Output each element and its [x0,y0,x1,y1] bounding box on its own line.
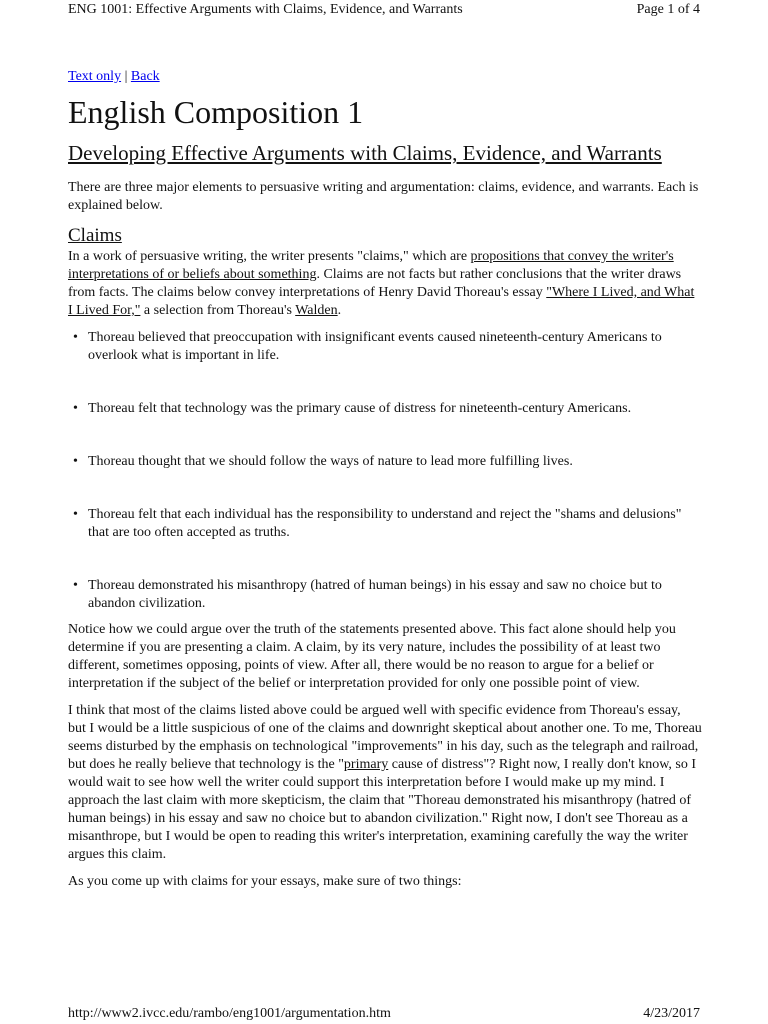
list-item: • Thoreau thought that we should follow the ways of nature to lead more fulfilling lives. [73,454,573,469]
bullet-icon: • [73,330,78,345]
list-item: • Thoreau felt that technology was the primary cause of distress for nineteenth-century Americans. [73,401,632,416]
bullet-icon: • [73,454,78,469]
print-header-title: ENG 1001: Effective Arguments with Claims, Evidence, and Warrants [68,2,463,17]
claims-heading: Claims [68,225,122,246]
print-footer-url: http://www2.ivcc.edu/rambo/eng1001/argumentation.htm [68,1006,391,1021]
list-item: • Thoreau felt that each individual has the responsibility to understand and reject the "shams and delusions" that are too often accepted as truths. [73,507,682,540]
print-header-page-number: Page 1 of 4 [636,2,700,17]
claims-paragraph-1: In a work of persuasive writing, the writer presents "claims," which are propositions that convey the writer's interpretations of or beliefs about something. Claims are not facts but rather conclusions that the writer draws from facts. The claims below convey interpretations of Henry David Thoreau's essay "Where I Lived, and What I Lived For," a selection from Thoreau's Walden. [68,249,695,318]
list-item: • Thoreau believed that preoccupation with insignificant events caused nineteenth-century Americans to overlook what is important in life. [73,330,662,363]
claims-list [68,329,702,613]
text-only-link[interactable]: Text only [68,69,122,84]
document-body [68,68,702,900]
intro-paragraph: There are three major elements to persuasive writing and argumentation: claims, evidence, and warrants. Each is explained below. [68,180,699,213]
back-link[interactable]: Back [130,69,160,84]
nav-links [68,68,702,86]
claims-paragraph-3: I think that most of the claims listed above could be argued well with specific evidence from Thoreau's essay, but I would be a little suspicious of one of the claims and downright skeptical about another one. To me, Thoreau seems disturbed by the emphasis on technological "improvements" in his day, such as the telegraph and railroad, but does he really believe that technology is the "primary cause of distress"? Right now, I really don't know, so I would wait to see how well the writer could support this interpretation before I would make up my mind. I approach the last claim with more skepticism, the claim that "Thoreau demonstrated his misanthropy (hatred of human beings) in his essay and saw no choice but to abandon civilization." Right now, I don't see Thoreau as a misanthrope, but I would be open to reading this writer's interpretation, examining carefully the way the writer argues this claim. [68,703,702,862]
primary-underlined: primary [343,757,389,772]
print-footer-date: 4/23/2017 [643,1006,700,1021]
bullet-icon: • [73,578,78,593]
site-title: English Composition 1 [68,94,364,130]
essay-title-underlined: "Where I Lived, and What I Lived For," [68,285,695,318]
walden-underlined: Walden [295,303,338,318]
claims-definition-underlined: propositions that convey the writer's interpretations of or beliefs about something [68,249,674,282]
bullet-icon: • [73,507,78,522]
claims-paragraph-4: As you come up with claims for your essays, make sure of two things: [68,874,462,889]
claims-paragraph-2: Notice how we could argue over the truth of the statements presented above. This fact alone should help you determine if you are presenting a claim. A claim, by its very nature, includes the possibility of at least two different, sometimes opposing, points of view. After all, there would be no reason to argue for a belief or interpretation if the subject of the belief or interpretation provided for only one possible point of view. [68,622,676,691]
list-item: • Thoreau demonstrated his misanthropy (hatred of human beings) in his essay and saw no choice but to abandon civilization. [73,578,662,611]
nav-separator: | [124,69,128,84]
page-heading: Developing Effective Arguments with Claims, Evidence, and Warrants [68,141,662,165]
bullet-icon: • [73,401,78,416]
